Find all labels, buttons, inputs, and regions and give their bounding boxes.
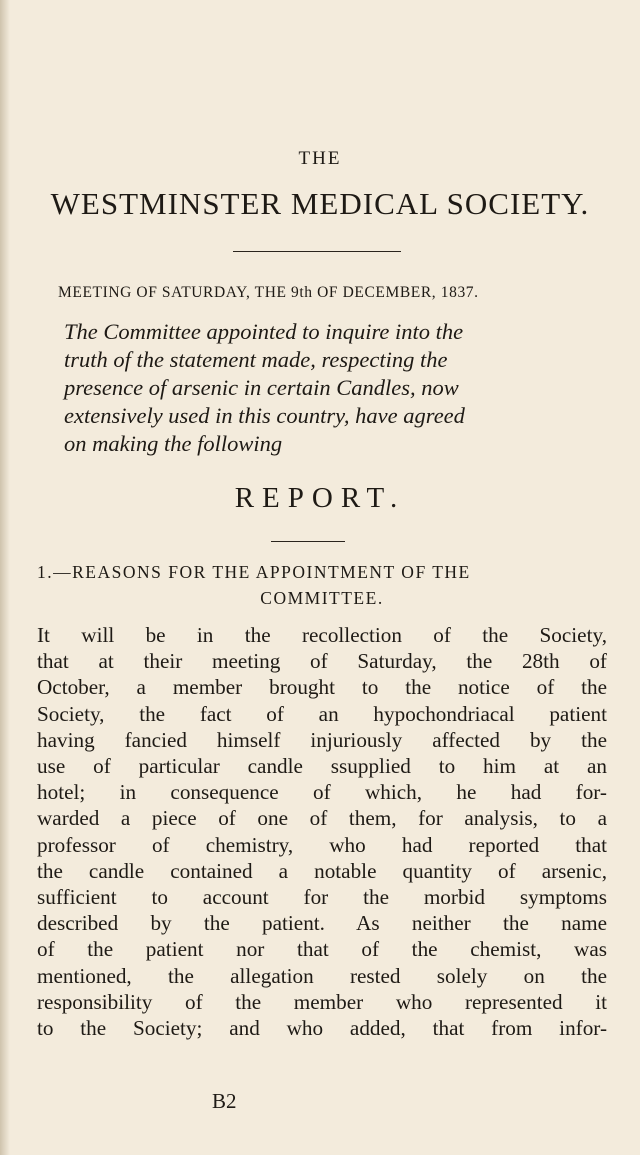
intro-paragraph [64, 318, 604, 458]
section-heading [37, 559, 607, 611]
report-rule [271, 541, 345, 542]
body-line: warded a piece of one of them, for analysis, to a [37, 806, 607, 831]
body-paragraph [37, 622, 607, 1041]
body-line: hotel; in consequence of which, he had for- [37, 780, 607, 805]
intro-line: truth of the statement made, respecting the [64, 347, 448, 372]
intro-line: extensively used in this country, have agreed [64, 403, 465, 428]
header-the: THE [298, 148, 342, 169]
body-line: It will be in the recollection of the Society, [37, 623, 607, 647]
intro-line: on making the following [64, 431, 283, 456]
intro-line: The Committee appointed to inquire into the [64, 319, 464, 344]
section-heading-line1: 1.—REASONS FOR THE APPOINTMENT OF THE [37, 562, 471, 582]
body-line: responsibility of the member who represented it [37, 989, 607, 1014]
body-line: Society, the fact of an hypochondriacal patient [37, 701, 607, 726]
body-line: October, a member brought to the notice of the [37, 675, 607, 700]
body-line: the candle contained a notable quantity of arsenic, [37, 858, 607, 883]
section-heading-line2: COMMITTEE. [260, 588, 384, 608]
intro-line: presence of arsenic in certain Candles, now [64, 375, 459, 400]
body-line: to the Society; and who added, that from infor- [37, 1016, 607, 1041]
body-line: professor of chemistry, who had reported that [37, 832, 607, 857]
body-line: sufficient to account for the morbid symptoms [37, 885, 607, 910]
body-line: having fancied himself injuriously affected by the [37, 727, 607, 752]
header-rule [233, 251, 401, 252]
body-line: use of particular candle ssupplied to him at an [37, 754, 607, 779]
body-line: mentioned, the allegation rested solely on the [37, 963, 607, 988]
body-line: of the patient nor that of the chemist, was [37, 937, 607, 962]
page-gutter-shadow [0, 0, 10, 1155]
report-title: REPORT. [234, 482, 406, 514]
society-title: WESTMINSTER MEDICAL SOCIETY. [50, 186, 590, 221]
body-line: that at their meeting of Saturday, the 28th of [37, 649, 607, 674]
body-line: described by the patient. As neither the name [37, 911, 607, 936]
signature-mark: B2 [212, 1089, 237, 1113]
meeting-line: MEETING OF SATURDAY, THE 9th OF DECEMBER, 1837. [58, 284, 479, 301]
